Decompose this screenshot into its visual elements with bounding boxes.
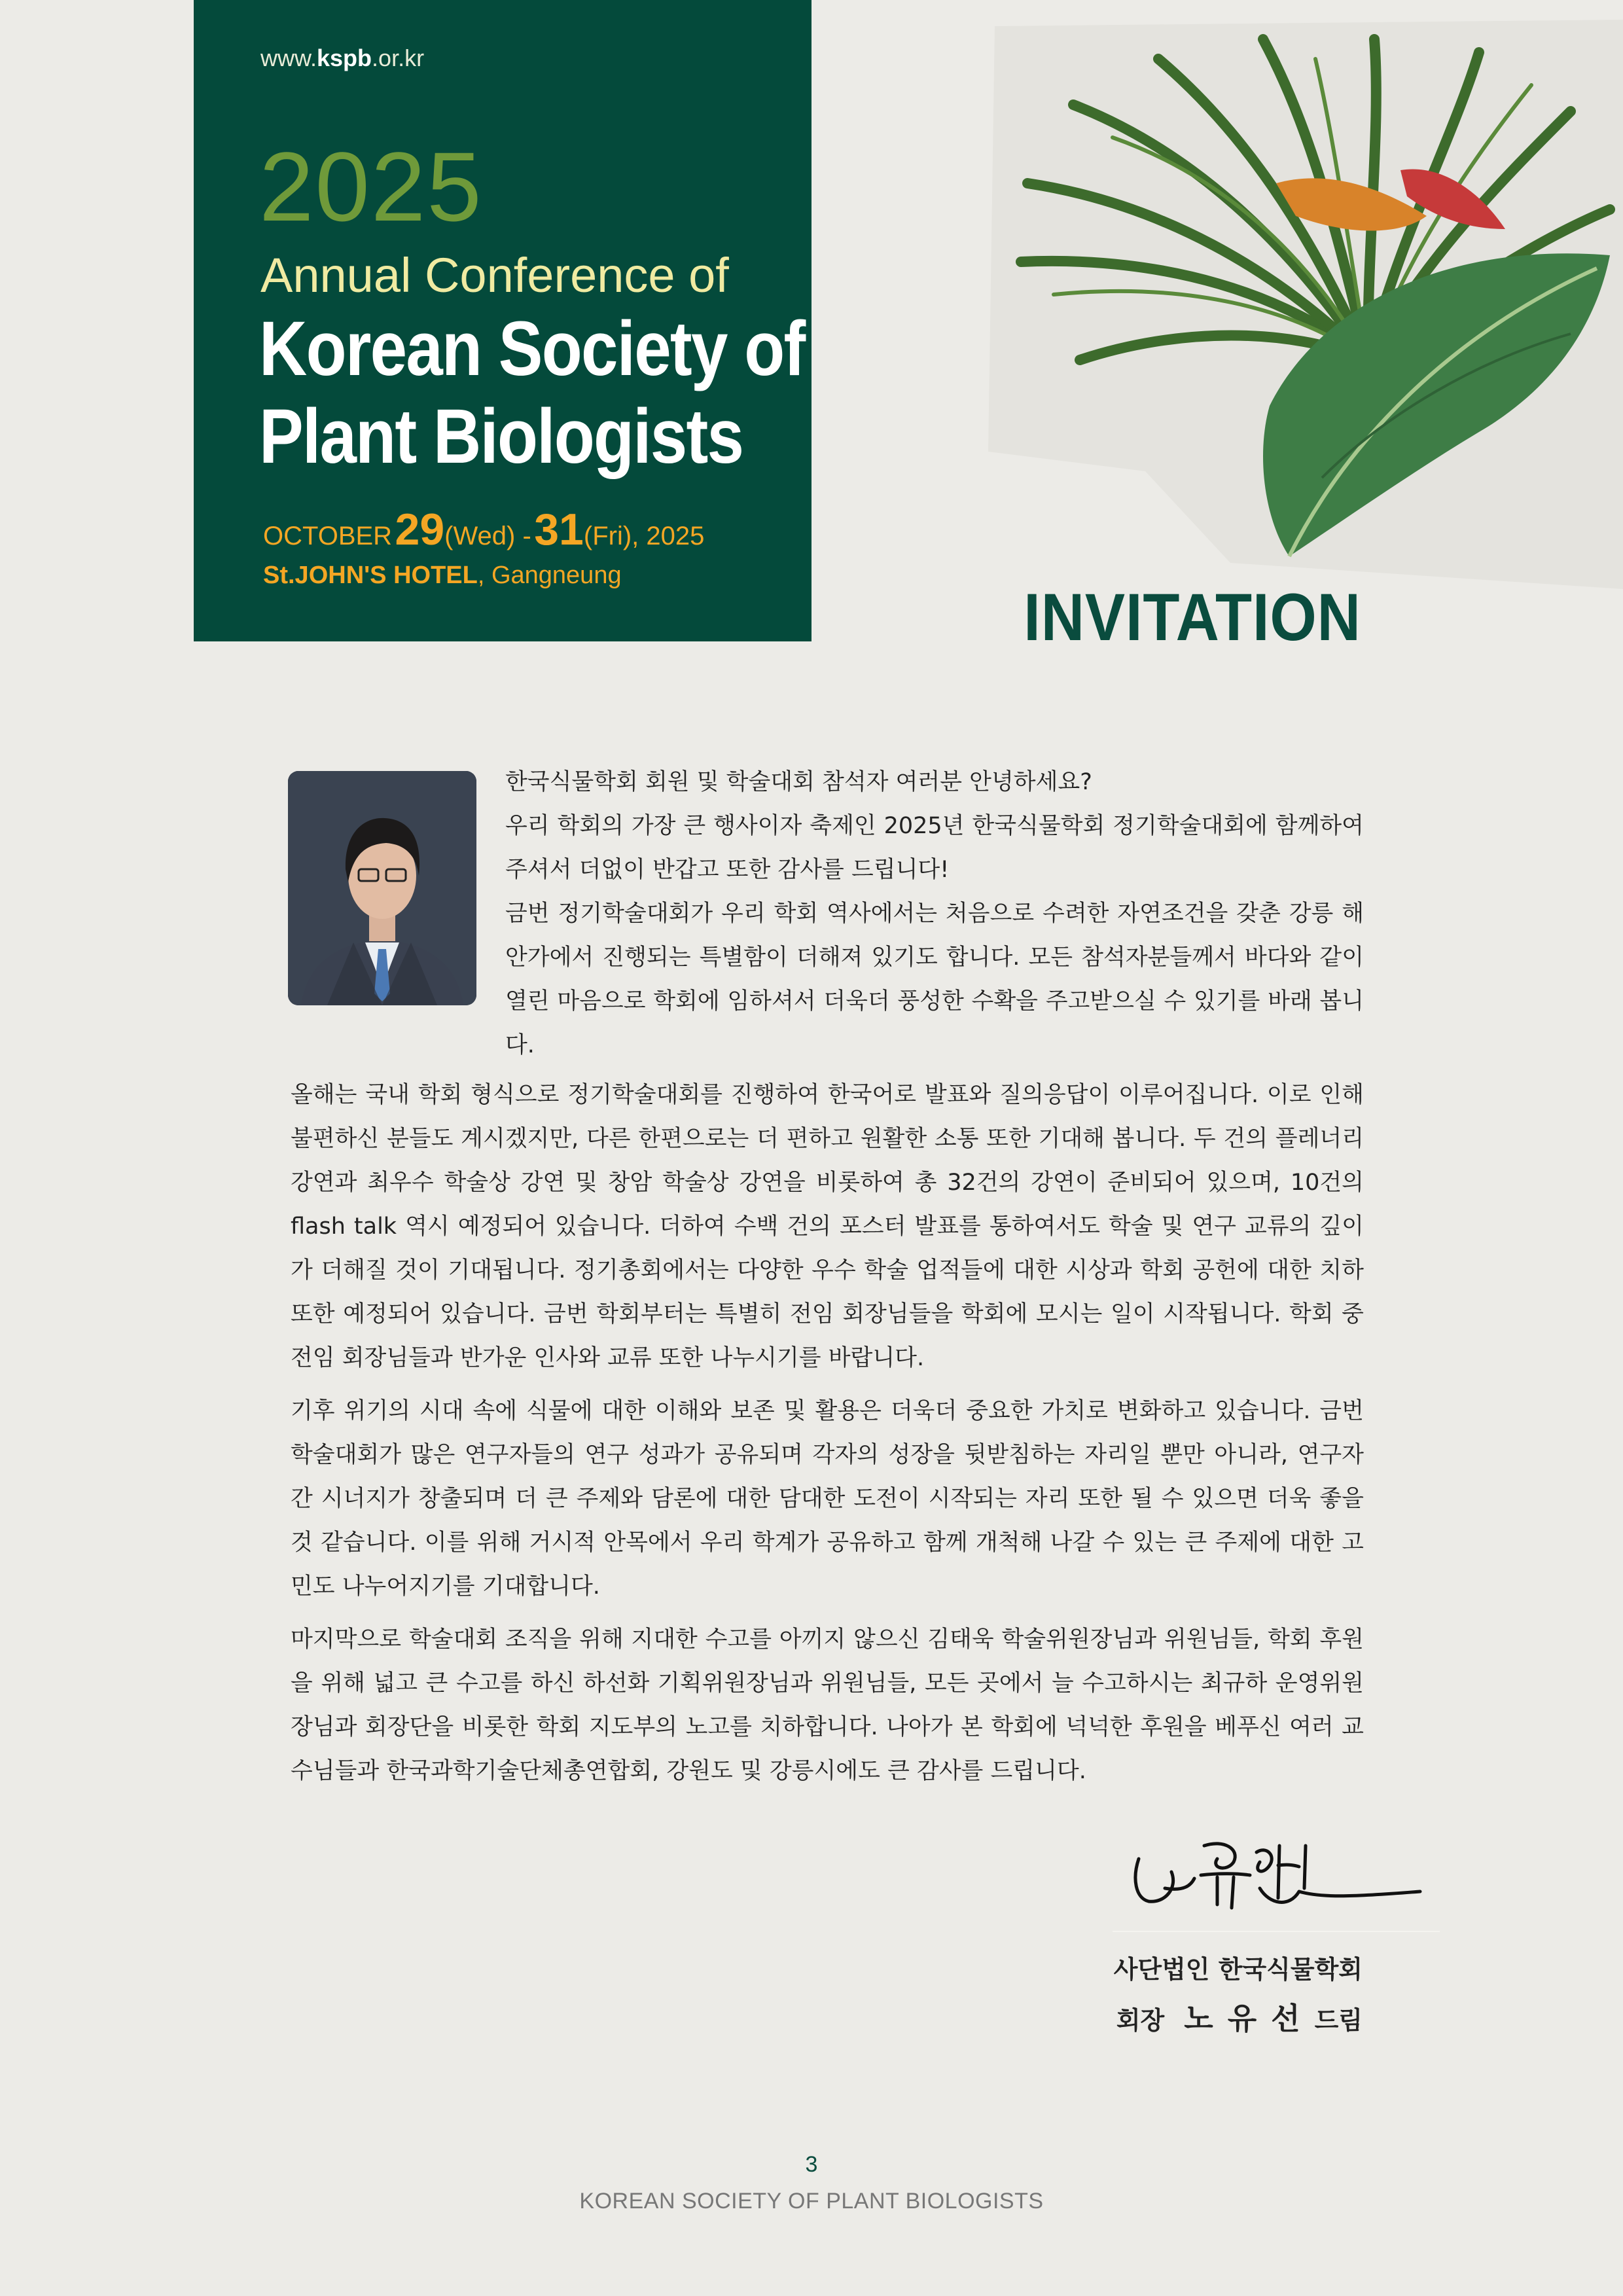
closing-word: 드림 xyxy=(1314,2006,1363,2035)
website-domain: kspb xyxy=(317,45,372,71)
organization-name: 사단법인 한국식물학회 xyxy=(1113,1955,1363,1984)
intro-paragraph: 금번 정기학술대회가 우리 학회 역사에서는 처음으로 수려한 자연조건을 갖춘 강릉 해안가에서 진행되는 특별함이 더해져 있기도 합니다. 모든 참석자분들께서 바다와 같이 열린 마음으로 학회에 임하셔서 더욱더 풍성한 수확을 주고받으실 수 있기를 바래 봅니다. xyxy=(505,901,1364,1058)
website-url[interactable] xyxy=(260,45,424,72)
president-title: 회장 xyxy=(1116,2006,1165,2035)
intro-text xyxy=(505,761,1364,1067)
website-suffix: .or.kr xyxy=(372,45,425,71)
palm-leaf-illustration xyxy=(982,20,1623,596)
conference-title-line2: Korean Society of xyxy=(259,306,805,392)
intro-paragraph: 우리 학회의 가장 큰 행사이자 축제인 2025년 한국식물학회 정기학술대회에 함께하여 주셔서 더없이 반갑고 또한 감사를 드립니다! xyxy=(505,813,1364,883)
venue-hotel: St.JOHN'S HOTEL xyxy=(263,562,478,589)
body-paragraph: 기후 위기의 시대 속에 식물에 대한 이해와 보존 및 활용은 더욱더 중요한 가치로 변화하고 있습니다. 금번 학술대회가 많은 연구자들의 연구 성과가 공유되며 각자의 성장을 뒷받침하는 자리일 뿐만 아니라, 연구자 간 시너지가 창출되며 더 큰 주제와 담론에 대한 담대한 도전이 시작되는 자리 또한 될 수 있으면 더욱 좋을 것 같습니다. 이를 위해 거시적 안목에서 우리 학계가 공유하고 함께 개척해 나갈 수 있는 큰 주제에 대한 고민도 나누어지기를 기대합니다. xyxy=(291,1398,1364,1600)
signature-divider xyxy=(1113,1931,1440,1932)
handwritten-signature xyxy=(1119,1826,1427,1937)
president-signoff xyxy=(1116,1995,1363,2038)
conference-dates xyxy=(263,504,704,555)
website-prefix: www. xyxy=(260,45,317,71)
date-start-day: 29 xyxy=(395,505,445,554)
president-name: 노유선 xyxy=(1184,2001,1315,2036)
footer-society-name: KOREAN SOCIETY OF PLANT BIOLOGISTS xyxy=(579,2189,1044,2214)
conference-title-line1: Annual Conference of xyxy=(260,248,729,302)
page-number: 3 xyxy=(805,2152,818,2177)
page-title: INVITATION xyxy=(1024,580,1361,655)
conference-header-panel xyxy=(194,0,812,641)
date-end-day: 31 xyxy=(534,505,584,554)
venue-city: , Gangneung xyxy=(477,562,622,589)
intro-greeting: 한국식물학회 회원 및 학술대회 참석자 여러분 안녕하세요? xyxy=(505,769,1092,795)
body-paragraph: 올해는 국내 학회 형식으로 정기학술대회를 진행하여 한국어로 발표와 질의응답이 이루어집니다. 이로 인해 불편하신 분들도 계시겠지만, 다른 한편으로는 더 편하고 원활한 소통 또한 기대해 봅니다. 두 건의 플레너리 강연과 최우수 학술상 강연 및 창암 학술상 강연을 비롯하여 총 32건의 강연이 준비되어 있으며, 10건의 flash talk 역시 예정되어 있습니다. 더하여 수백 건의 포스터 발표를 통하여서도 학술 및 연구 교류의 깊이가 더해질 것이 기대됩니다. 정기총회에서는 다양한 우수 학술 업적들에 대한 시상과 학회 공헌에 대한 치하 또한 예정되어 있습니다. 금번 학회부터는 특별히 전임 회장님들을 학회에 모시는 일이 시작됩니다. 학회 중 전임 회장님들과 반가운 인사와 교류 또한 나누시기를 바랍니다. xyxy=(291,1082,1364,1371)
president-portrait xyxy=(288,771,476,1005)
date-start-weekday: (Wed) - xyxy=(444,522,531,550)
letter-body xyxy=(291,1073,1364,1803)
conference-venue xyxy=(263,562,622,590)
conference-year: 2025 xyxy=(259,132,483,242)
body-paragraph: 마지막으로 학술대회 조직을 위해 지대한 수고를 아끼지 않으신 김태욱 학술위원장님과 위원님들, 학회 후원을 위해 넓고 큰 수고를 하신 하선화 기획위원장님과 위원님들, 모든 곳에서 늘 수고하시는 최규하 운영위원장님과 회장단을 비롯한 학회 지도부의 노고를 치하합니다. 나아가 본 학회에 넉넉한 후원을 베푸신 여러 교수님들과 한국과학기술단체총연합회, 강원도 및 강릉시에도 큰 감사를 드립니다. xyxy=(291,1626,1364,1784)
conference-title-line3: Plant Biologists xyxy=(259,393,743,480)
date-month: OCTOBER xyxy=(263,522,393,550)
date-end-weekday: (Fri), 2025 xyxy=(583,522,705,550)
